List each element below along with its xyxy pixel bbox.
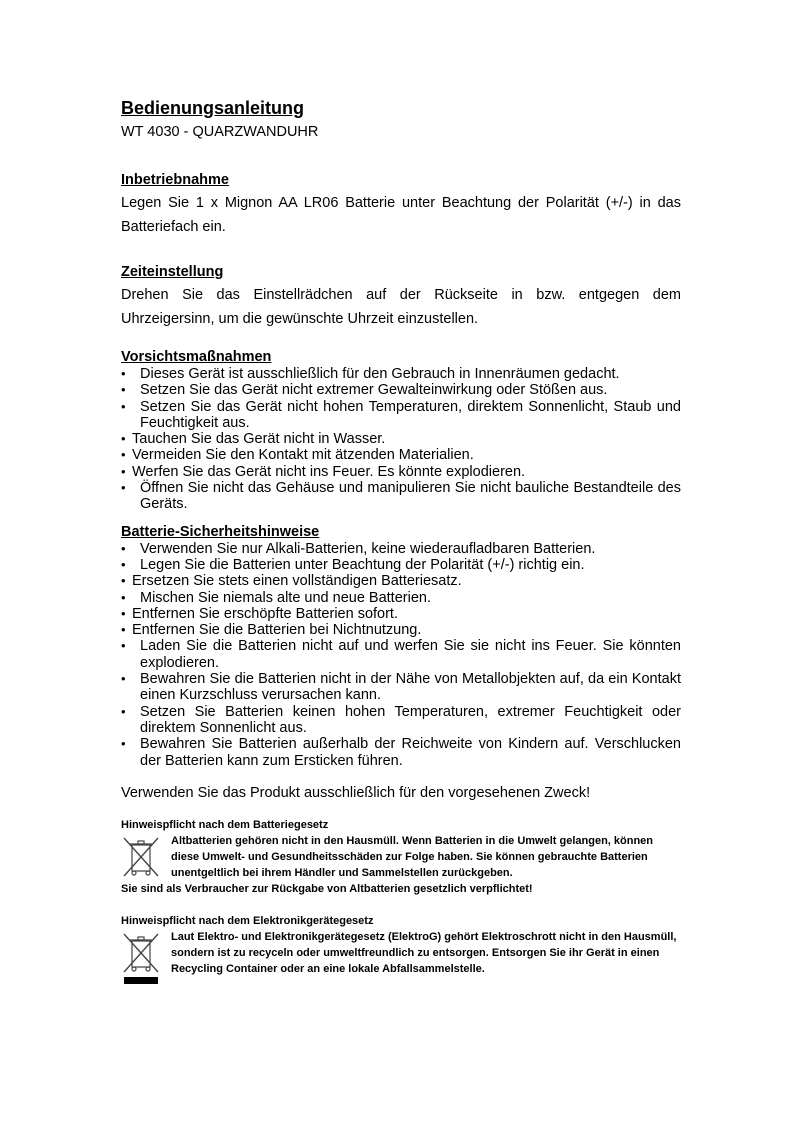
purpose-note: Verwenden Sie das Produkt ausschließlich für den vorgesehenen Zweck! xyxy=(121,784,591,801)
elektrogesetz-block xyxy=(121,929,681,977)
list-item: • Setzen Sie das Gerät nicht extremer Gewalteinwirkung oder Stößen aus. xyxy=(121,382,608,399)
heading-elektrogesetz: Hinweispflicht nach dem Elektronikgerätegesetz xyxy=(121,914,374,927)
bullet-icon: • xyxy=(121,671,126,687)
batteriegesetz-block xyxy=(121,833,681,881)
text-inbetriebnahme: Legen Sie 1 x Mignon AA LR06 Batterie unter Beachtung der Polarität (+/-) in das Batteriefach ein. xyxy=(121,195,681,235)
list-item: • Vermeiden Sie den Kontakt mit ätzenden Materialien. xyxy=(121,447,474,464)
list-item: • Laden Sie die Batterien nicht auf und werfen Sie sie nicht ins Feuer. Sie könnten explodieren. xyxy=(121,638,681,671)
crossed-bin-icon xyxy=(121,835,161,879)
text-zeiteinstellung: Drehen Sie das Einstellrädchen auf der Rückseite in bzw. entgegen dem Uhrzeigersinn, um die gewünschte Uhrzeit einzustellen. xyxy=(121,287,681,327)
heading-vorsicht: Vorsichtsmaßnahmen xyxy=(121,349,272,365)
document-title: Bedienungsanleitung xyxy=(121,98,305,118)
elektrogesetz-text: Laut Elektro- und Elektronikgerätegesetz (ElektroG) gehört Elektroschrott nicht in den Hausmüll, sondern ist zu recyceln oder umweltfreundlich zu entsorgen. Entsorgen Sie ihr Gerät in einen Recycling Container oder an eine lokale Abfallsammelstelle. xyxy=(171,930,677,975)
heading-inbetriebnahme: Inbetriebnahme xyxy=(121,172,229,188)
list-item: • Entfernen Sie erschöpfte Batterien sofort. xyxy=(121,605,398,622)
document-subtitle: WT 4030 - QUARZWANDUHR xyxy=(121,124,319,140)
bullet-icon: • xyxy=(121,573,126,589)
bullet-icon: • xyxy=(121,366,126,381)
bullet-icon: • xyxy=(121,463,126,479)
list-item: • Entfernen Sie die Batterien bei Nichtnutzung. xyxy=(121,622,422,639)
heading-batteriegesetz: Hinweispflicht nach dem Batteriegesetz xyxy=(121,818,329,831)
list-item: • Öffnen Sie nicht das Gehäuse und manipulieren Sie nicht bauliche Bestandteile des Geräts. xyxy=(121,480,681,513)
bullet-icon: • xyxy=(121,447,126,463)
list-item: • Verwenden Sie nur Alkali-Batterien, keine wiederaufladbaren Batterien. xyxy=(121,540,596,557)
bullet-icon: • xyxy=(121,736,126,752)
list-item: • Bewahren Sie die Batterien nicht in der Nähe von Metallobjekten auf, da ein Kontakt einen Kurzschluss verursachen kann. xyxy=(121,671,681,704)
bullet-icon: • xyxy=(121,605,126,621)
bullet-icon: • xyxy=(121,398,126,414)
list-batterie xyxy=(121,541,681,769)
list-item: • Werfen Sie das Gerät nicht ins Feuer. Es könnte explodieren. xyxy=(121,463,526,480)
list-item: • Tauchen Sie das Gerät nicht in Wasser. xyxy=(121,431,386,448)
bullet-icon: • xyxy=(121,480,126,496)
list-item: • Ersetzen Sie stets einen vollständigen Batteriesatz. xyxy=(121,573,462,590)
bullet-icon: • xyxy=(121,622,126,638)
batteriegesetz-text: Altbatterien gehören nicht in den Hausmüll. Wenn Batterien in die Umwelt gelangen, können diese Umwelt- und Gesundheitsschäden zur Folge haben. Sie können gebrauchte Batterien unentgeltlich bei ihrem Händler und Sammelstellen zurückgeben. xyxy=(171,834,654,879)
bullet-icon: • xyxy=(121,589,126,605)
bullet-icon: • xyxy=(121,382,126,398)
heading-batterie: Batterie-Sicherheitshinweise xyxy=(121,523,320,540)
list-item: • Bewahren Sie Batterien außerhalb der Reichweite von Kindern auf. Verschlucken der Batterien kann zum Ersticken führen. xyxy=(121,736,681,769)
list-item: • Legen Sie die Batterien unter Beachtung der Polarität (+/-) richtig ein. xyxy=(121,556,585,573)
heading-zeiteinstellung: Zeiteinstellung xyxy=(121,264,224,280)
document-page xyxy=(121,97,681,977)
bullet-icon: • xyxy=(121,431,126,447)
bullet-icon: • xyxy=(121,703,126,719)
batteriegesetz-tail: Sie sind als Verbraucher zur Rückgabe von Altbatterien gesetzlich verpflichtet! xyxy=(121,882,533,895)
list-vorsicht xyxy=(121,366,681,513)
list-item: • Dieses Gerät ist ausschließlich für den Gebrauch in Innenräumen gedacht. xyxy=(121,366,620,382)
bullet-icon: • xyxy=(121,556,126,572)
list-item: • Mischen Sie niemals alte und neue Batterien. xyxy=(121,589,431,606)
list-item: • Setzen Sie Batterien keinen hohen Temperaturen, extremer Feuchtigkeit oder direktem Sonnenlicht aus. xyxy=(121,703,681,736)
crossed-bin-bar-icon xyxy=(121,931,161,987)
bullet-icon: • xyxy=(121,540,126,556)
list-item: • Setzen Sie das Gerät nicht hohen Temperaturen, direktem Sonnenlicht, Staub und Feuchtigkeit aus. xyxy=(121,398,681,431)
bullet-icon: • xyxy=(121,638,126,654)
